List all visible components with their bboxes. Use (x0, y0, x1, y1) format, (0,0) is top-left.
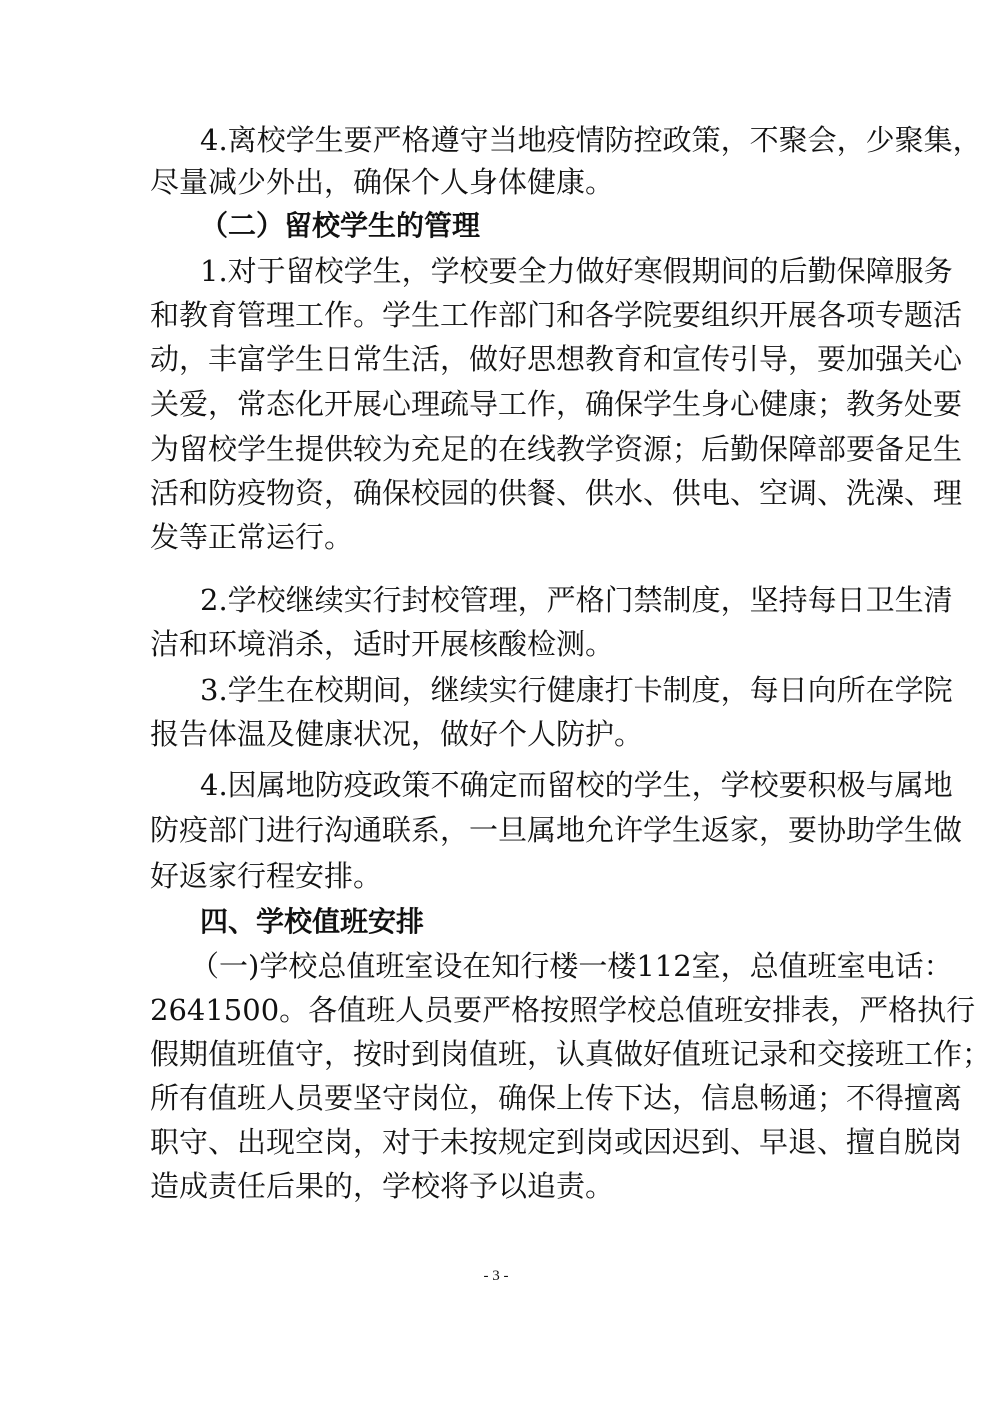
paragraph-line: 发等正常运行。 (150, 520, 354, 554)
paragraph-line: 1.对于留校学生，学校要全力做好寒假期间的后勤保障服务 (200, 254, 953, 288)
paragraph-line: 造成责任后果的，学校将予以追责。 (150, 1169, 615, 1203)
paragraph-line: （一)学校总值班室设在知行楼一楼112室，总值班室电话： (190, 949, 953, 983)
paragraph-line: 活和防疫物资，确保校园的供餐、供水、供电、空调、洗澡、理 (150, 476, 963, 510)
paragraph-line: 假期值班值守，按时到岗值班，认真做好值班记录和交接班工作； (150, 1037, 992, 1071)
paragraph-line: 好返家行程安排。 (150, 859, 383, 893)
paragraph-line: 为留校学生提供较为充足的在线教学资源；后勤保障部要备足生 (150, 432, 963, 466)
page-number: - 3 - (483, 1268, 509, 1284)
paragraph-line: 关爱，常态化开展心理疏导工作，确保学生身心健康；教务处要 (150, 387, 963, 421)
paragraph-line: 2.学校继续实行封校管理，严格门禁制度，坚持每日卫生清 (200, 583, 953, 617)
paragraph-line: 尽量减少外出，确保个人身体健康。 (150, 165, 615, 199)
section-heading: （二）留校学生的管理 (200, 209, 481, 242)
paragraph-line: 2641500。各值班人员要严格按照学校总值班安排表，严格执行 (150, 993, 976, 1027)
paragraph-line: 4.因属地防疫政策不确定而留校的学生，学校要积极与属地 (200, 768, 953, 802)
section-heading: 四、学校值班安排 (200, 905, 425, 938)
paragraph-line: 4.离校学生要严格遵守当地疫情防控政策，不聚会，少聚集， (200, 123, 982, 157)
paragraph-line: 职守、出现空岗，对于未按规定到岗或因迟到、早退、擅自脱岗 (150, 1125, 963, 1159)
paragraph-line: 报告体温及健康状况，做好个人防护。 (150, 717, 644, 751)
paragraph-line: 洁和环境消杀，适时开展核酸检测。 (150, 627, 615, 661)
paragraph-line: 和教育管理工作。学生工作部门和各学院要组织开展各项专题活 (150, 298, 963, 332)
paragraph-line: 动，丰富学生日常生活，做好思想教育和宣传引导，要加强关心 (150, 342, 963, 376)
paragraph-line: 防疫部门进行沟通联系，一旦属地允许学生返家，要协助学生做 (150, 813, 963, 847)
paragraph-line: 3.学生在校期间，继续实行健康打卡制度，每日向所在学院 (200, 673, 953, 707)
paragraph-line: 所有值班人员要坚守岗位，确保上传下达，信息畅通；不得擅离 (150, 1081, 963, 1115)
